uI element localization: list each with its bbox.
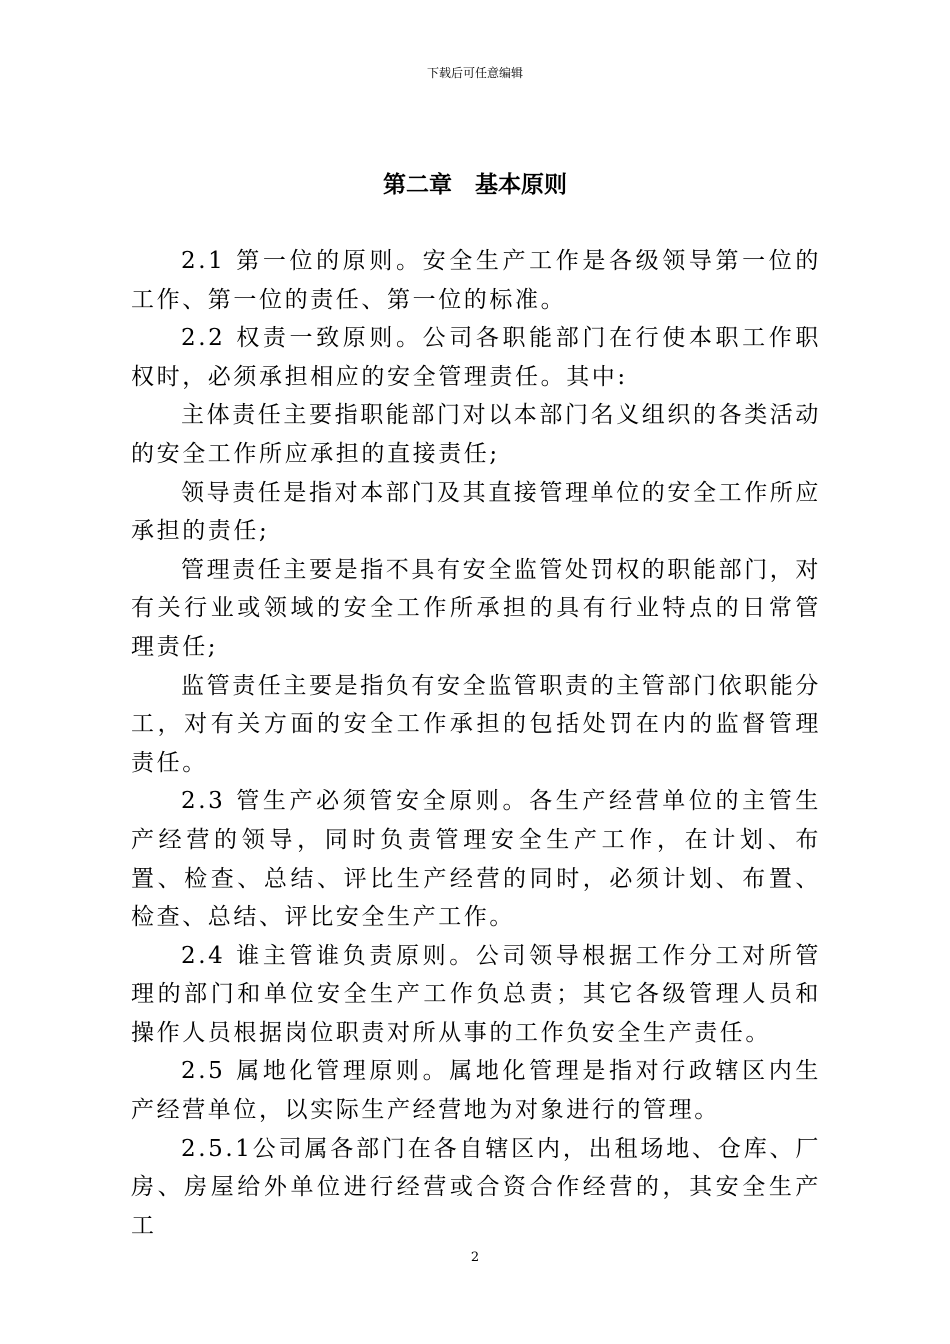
- paragraph-2-5: 2.5 属地化管理原则。属地化管理是指对行政辖区内生产经营单位，以实际生产经营地为对象进行的管理。: [131, 1058, 821, 1124]
- paragraph-leadership-responsibility: 领导责任是指对本部门及其直接管理单位的安全工作所应承担的责任;: [131, 479, 821, 545]
- paragraph-2-2: 2.2 权责一致原则。公司各职能部门在行使本职工作职权时，必须承担相应的安全管理责任。其中:: [131, 325, 821, 390]
- paragraph-2-4: 2.4 谁主管谁负责原则。公司领导根据工作分工对所管理的部门和单位安全生产工作负总责；其它各级管理人员和操作人员根据岗位职责对所从事的工作负安全生产责任。: [131, 942, 821, 1046]
- chapter-title: 第二章 基本原则: [383, 172, 567, 198]
- paragraph-main-responsibility: 主体责任主要指职能部门对以本部门名义组织的各类活动的安全工作所应承担的直接责任;: [131, 402, 821, 467]
- paragraph-management-responsibility: 管理责任主要是指不具有安全监管处罚权的职能部门，对有关行业或领域的安全工作所承担的具有行业特点的日常管理责任;: [131, 556, 821, 660]
- page-number: 2: [470, 1250, 480, 1265]
- document-body: [131, 242, 821, 1245]
- paragraph-2-3: 2.3 管生产必须管安全原则。各生产经营单位的主管生产经营的领导，同时负责管理安全生产工作，在计划、布置、检查、总结、评比生产经营的同时，必须计划、布置、检查、总结、评比安全生产工作。: [131, 788, 821, 931]
- paragraph-2-1: 2.1 第一位的原则。安全生产工作是各级领导第一位的工作、第一位的责任、第一位的标准。: [131, 248, 821, 313]
- paragraph-2-5-1: 2.5.1公司属各部门在各自辖区内，出租场地、仓库、厂房、房屋给外单位进行经营或合资合作经营的，其安全生产工: [131, 1135, 821, 1239]
- paragraph-supervision-responsibility: 监管责任主要是指负有安全监管职责的主管部门依职能分工，对有关方面的安全工作承担的包括处罚在内的监督管理责任。: [131, 672, 821, 776]
- download-note: 下载后可任意编辑: [426, 66, 523, 80]
